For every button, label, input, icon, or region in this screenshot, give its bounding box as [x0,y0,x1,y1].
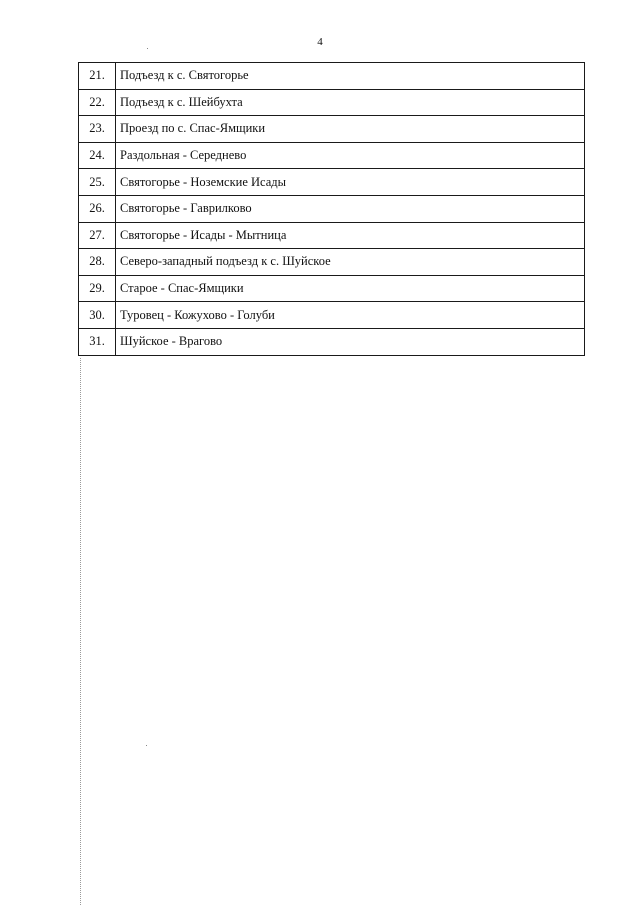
road-name: Раздольная - Середнево [116,142,585,169]
row-number: 22. [79,89,116,116]
scan-speck [146,745,147,746]
road-name: Туровец - Кожухово - Голуби [116,302,585,329]
road-name: Святогорье - Исады - Мытница [116,222,585,249]
table-row [79,195,585,222]
row-number: 31. [79,328,116,355]
table-row [79,89,585,116]
roads-table [78,62,585,356]
table-row [79,116,585,143]
road-name: Святогорье - Ноземские Исады [116,169,585,196]
table-row [79,63,585,90]
row-number: 28. [79,249,116,276]
page-number: 4 [317,36,323,48]
road-name: Северо-западный подъезд к с. Шуйское [116,249,585,276]
row-number: 26. [79,195,116,222]
row-number: 27. [79,222,116,249]
road-name: Святогорье - Гаврилково [116,195,585,222]
road-name: Проезд по с. Спас-Ямщики [116,116,585,143]
table-row [79,328,585,355]
row-number: 29. [79,275,116,302]
table-row [79,169,585,196]
road-name: Старое - Спас-Ямщики [116,275,585,302]
row-number: 30. [79,302,116,329]
table-row [79,302,585,329]
table-row [79,222,585,249]
road-name: Подъезд к с. Шейбухта [116,89,585,116]
table-row [79,275,585,302]
row-number: 23. [79,116,116,143]
table-row [79,142,585,169]
row-number: 25. [79,169,116,196]
road-name: Подъезд к с. Святогорье [116,63,585,90]
road-name: Шуйское - Врагово [116,328,585,355]
table-row [79,249,585,276]
scan-margin-line [80,358,81,905]
row-number: 24. [79,142,116,169]
row-number: 21. [79,63,116,90]
scan-speck [147,48,148,49]
